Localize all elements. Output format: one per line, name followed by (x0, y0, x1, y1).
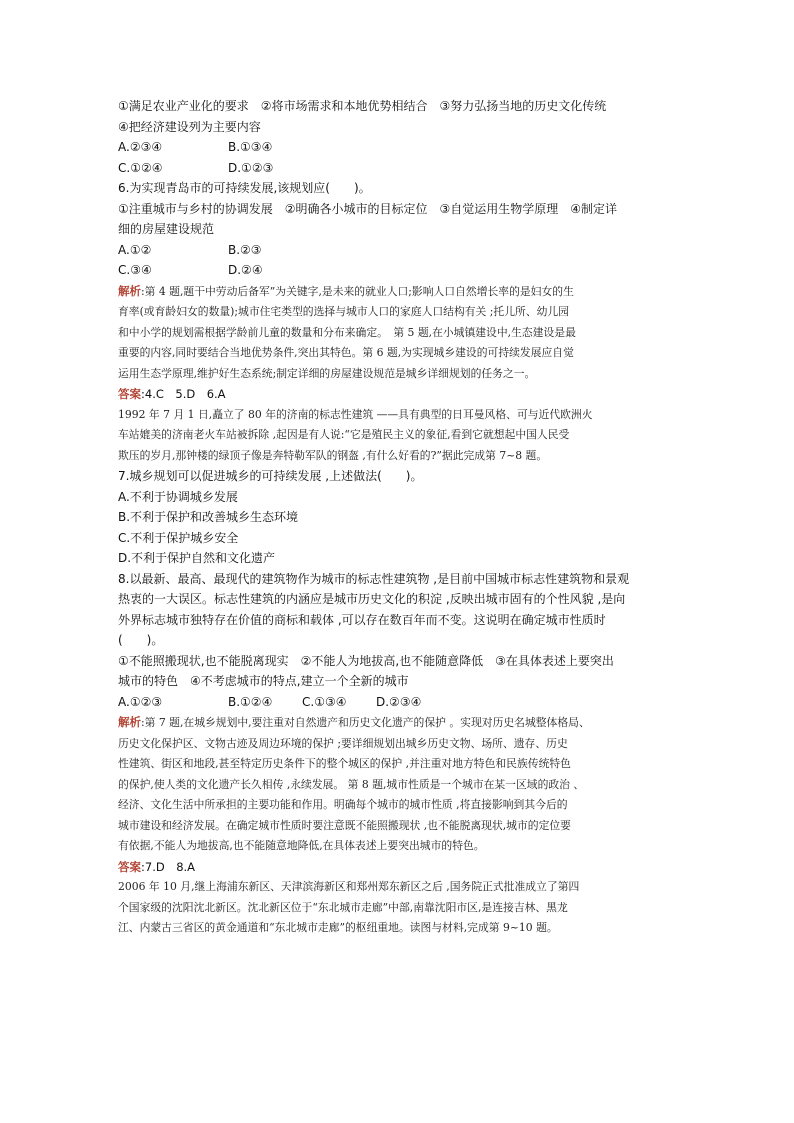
q8-options-line-2: 城市的特色 ④不考虑城市的特点,建立一个全新的城市 (118, 674, 409, 688)
material-2-line-1: 2006 年 10 月,继上海浦东新区、天津滨海新区和郑州郑东新区之后 ,国务院正式批准成立了第四 (118, 880, 580, 893)
q8-stem-line-1: 8.以最新、最高、最现代的建筑物作为城市的标志性建筑物 ,是目前中国城市标志性建筑物和景观 (118, 571, 630, 586)
answer-label: 答案 (118, 387, 141, 401)
q6-options-line-2: 细的房屋建设规范 (118, 222, 215, 236)
q5-choices-row-2 (118, 158, 678, 179)
answer-1 (118, 384, 678, 405)
analysis-1-line-3: 和中小学的规划需根据学龄前儿童的数量和分布来确定。 第 5 题,在小城镇建设中,生态建设是最 (118, 325, 576, 339)
analysis-1-line-4: 重要的内容,同时要结合当地优势条件,突出其特色。第 6 题,为实现城乡建设的可持续发展应自觉 (118, 346, 574, 359)
answer-label: 答案 (118, 859, 141, 874)
answer-1-text: :4.C 5.D 6.A (141, 387, 226, 401)
answer-2 (118, 857, 678, 878)
q8-choice-b: B.①②④ (228, 694, 273, 709)
q8-choice-a: A.①②③ (118, 694, 163, 709)
q6-choice-a: A.①② (118, 242, 152, 257)
analysis-2-line-4: 的保护,使人类的文化遗产长久相传 ,永续发展。 第 8 题,城市性质是一个城市在某一区域的政治 、 (118, 777, 585, 791)
material-2-line-3: 江、内蒙古三省区的黄金通道和“东北城市走廊”的枢纽重地。读图与材料,完成第 9~10 题。 (118, 921, 558, 934)
q6-options-line-1: ①注重城市与乡村的协调发展 ②明确各小城市的目标定位 ③自觉运用生物学原理 ④制定详 (118, 201, 618, 216)
q6-stem: 6.为实现青岛市的可持续发展,该规划应( )。 (118, 181, 371, 195)
q6-choices-row-2 (118, 260, 678, 281)
analysis-2-line-1 (118, 712, 678, 734)
q5-choice-c: C.①②④ (118, 160, 163, 175)
q8-choice-c: C.①③④ (302, 694, 347, 709)
q6-choice-c: C.③④ (118, 263, 152, 277)
analysis-1-line-1 (118, 281, 678, 303)
analysis-1-text: :第 4 题,题干中劳动后备军”为关键字,是未来的就业人口;影响人口自然增长率的是妇女的生 (141, 284, 574, 298)
analysis-1-line-2: 育率(或育龄妇女的数量);城市住宅类型的选择与城市人口的家庭人口结构有关 ;托儿所、幼儿园 (118, 305, 570, 318)
q6-choice-d: D.②④ (228, 263, 263, 277)
material-1-line-1: 1992 年 7 月 1 日,矗立了 80 年的济南的标志性建筑 ——具有典型的日耳曼风格、可与近代欧洲火 (118, 407, 593, 421)
q5-options-line-1: ①满足农业产业化的要求 ②将市场需求和本地优势相结合 ③努力弘扬当地的历史文化传统 (118, 99, 607, 113)
analysis-2-line-3: 性建筑、街区和地段,甚至特定历史条件下的整个城区的保护 ,并注重对地方特色和民族传统特色 (118, 757, 571, 770)
analysis-2-line-2: 历史文化保护区、文物古迹及周边环境的保护 ;要详细规划出城乡历史文物、场所、遗存、历史 (118, 736, 568, 750)
q5-options-line-2: ④把经济建设列为主要内容 (118, 119, 261, 134)
analysis-label: 解析 (118, 283, 141, 298)
q5-choice-b: B.①③④ (228, 140, 273, 154)
analysis-1-line-5: 运用生态学原理,维护好生态系统;制定详细的房屋建设规范是城乡详细规划的任务之一。 (118, 366, 536, 380)
q7-stem: 7.城乡规划可以促进城乡的可持续发展 ,上述做法( )。 (118, 469, 423, 483)
q8-stem-line-3: 外界标志城市独特存在价值的商标和载体 ,可以存在数百年而不变。这说明在确定城市性质时 (118, 612, 606, 627)
q7-choice-b: B.不利于保护和改善城乡生态环境 (118, 510, 299, 524)
q5-choice-a: A.②③④ (118, 140, 163, 154)
answer-2-text: :7.D 8.A (141, 859, 196, 874)
q8-choices-row (118, 692, 678, 713)
q6-choice-b: B.②③ (228, 242, 262, 257)
analysis-2-line-7: 有依据,不能人为地拔高,也不能随意地降低,在具体表述上要突出城市的特色。 (118, 839, 485, 852)
q8-stem-line-4: ( )。 (118, 633, 164, 647)
material-1-line-3: 欺压的岁月,那钟楼的绿顶子像是奔特勒军队的钢盔 ,有什么好看的?”据此完成第 7~8 题。 (118, 448, 548, 462)
material-2-line-2: 个国家级的沈阳沈北新区。沈北新区位于“东北城市走廊”中部,南靠沈阳市区,是连接吉林、黑龙 (118, 900, 568, 914)
q5-choice-d: D.①②③ (228, 160, 274, 175)
q7-choice-c: C.不利于保护城乡安全 (118, 530, 239, 545)
analysis-label: 解析 (118, 715, 141, 729)
q6-choices-row-1 (118, 240, 678, 261)
material-1-line-2: 车站媲美的济南老火车站被拆除 ,起因是有人说:“它是殖民主义的象征,看到它就想起中国人民受 (118, 428, 570, 441)
q7-choice-d: D.不利于保护自然和文化遗产 (118, 551, 276, 565)
q8-options-line-1: ①不能照搬现状,也不能脱离现实 ②不能人为地拔高,也不能随意降低 ③在具体表述上要突出 (118, 653, 614, 668)
q8-choice-d: D.②③④ (376, 694, 422, 709)
analysis-2-line-6: 城市建设和经济发展。在确定城市性质时要注意既不能照搬现状 ,也不能脱离现状,城市的定位要 (118, 818, 571, 832)
analysis-2-text: :第 7 题,在城乡规划中,要注重对自然遗产和历史文化遗产的保护 。实现对历史名城整体格局、 (141, 716, 590, 729)
analysis-2-line-5: 经济、文化生活中所承担的主要功能和作用。明确每个城市的城市性质 ,将直接影响到其今后的 (118, 798, 568, 811)
q5-choices-row-1 (118, 137, 678, 158)
q7-choice-a: A.不利于协调城乡发展 (118, 489, 238, 504)
q8-stem-line-2: 热衷的一大误区。标志性建筑的内涵应是城市历史文化的积淀 ,反映出城市固有的个性风貌 ,是向 (118, 592, 626, 606)
document-page (118, 96, 678, 939)
